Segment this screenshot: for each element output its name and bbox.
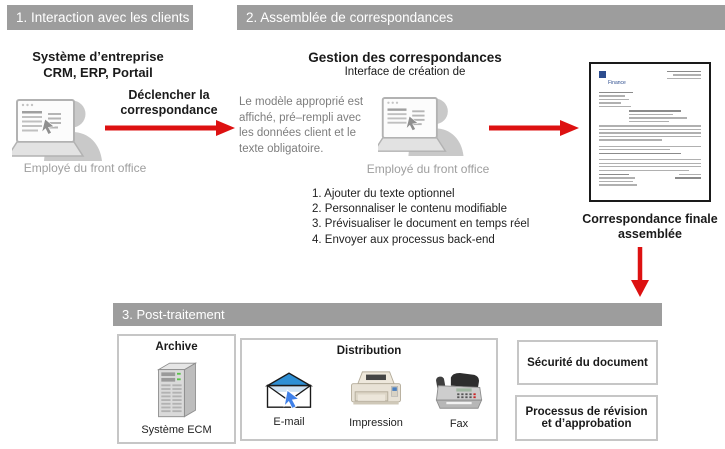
final-letter-thumbnail [589,62,711,202]
letter-body-lines [599,125,701,171]
actor-label-front-office-2: Employé du front office [366,162,490,176]
red-arrow-down [629,246,651,303]
archive-title: Archive [155,341,198,353]
letter-signature-lines [599,174,701,188]
review-approval-box: Processus de révision et d’approbation [515,395,658,441]
correspondence-management-title: Gestion des correspondances [308,50,502,65]
distribution-print [338,367,414,429]
print-label: Impression [349,417,403,429]
letter-header [599,71,701,89]
archive-box [117,334,236,444]
letter-reference-lines [665,71,701,89]
distribution-title: Distribution [336,345,402,357]
section1-header-bar: 1. Interaction avec les clients [7,5,193,30]
enterprise-system-title [8,49,188,80]
assembly-steps-list [312,187,529,248]
letter-logo [599,71,626,89]
red-arrow-right-1 [104,119,236,142]
front-office-user-icon [12,99,112,166]
red-arrow-right-2 [488,119,580,142]
fax-label: Fax [449,418,469,430]
template-description-text: Le modèle approprié est affiché, pré–rempli avec les données client et le texte obligatoire. [239,96,364,155]
document-security-box: Sécurité du document [517,340,658,385]
letter-logo-mark [599,71,606,78]
letter-address-lines [599,92,701,107]
section2-header-bar: 2. Assemblée de correspondances [237,5,725,30]
creation-interface-subtitle: Interface de création de [344,66,466,78]
email-label: E-mail [273,416,305,428]
section3-header-bar: 3. Post-traitement [113,303,662,326]
distribution-box [240,338,498,441]
enterprise-system-line1: Système d’entreprise [32,49,164,64]
front-office-user-icon-2 [378,97,473,161]
step-item: 1. Ajouter du texte optionnel [312,188,455,200]
actor-label-front-office-1: Employé du front office [23,161,147,175]
ecm-server-icon [153,358,201,425]
step-item: 3. Prévisualiser le document en temps réel [312,218,530,231]
distribution-email [256,370,322,428]
letter-recipient-lines [629,110,701,122]
step-item: 2. Personnaliser le contenu modifiable [312,203,507,216]
letter-logo-text: Finance [608,80,626,86]
printer-icon [347,367,405,413]
fax-icon [431,370,487,414]
distribution-fax [428,370,490,430]
trigger-arrow-label: Déclencher la correspondance [120,88,218,117]
final-correspondence-caption: Correspondance finale assemblée [582,212,718,241]
enterprise-system-line2: CRM, ERP, Portail [43,64,153,80]
ecm-system-label: Système ECM [141,424,212,436]
step-item: 4. Envoyer aux processus back-end [312,233,495,246]
email-envelope-icon [264,370,314,412]
